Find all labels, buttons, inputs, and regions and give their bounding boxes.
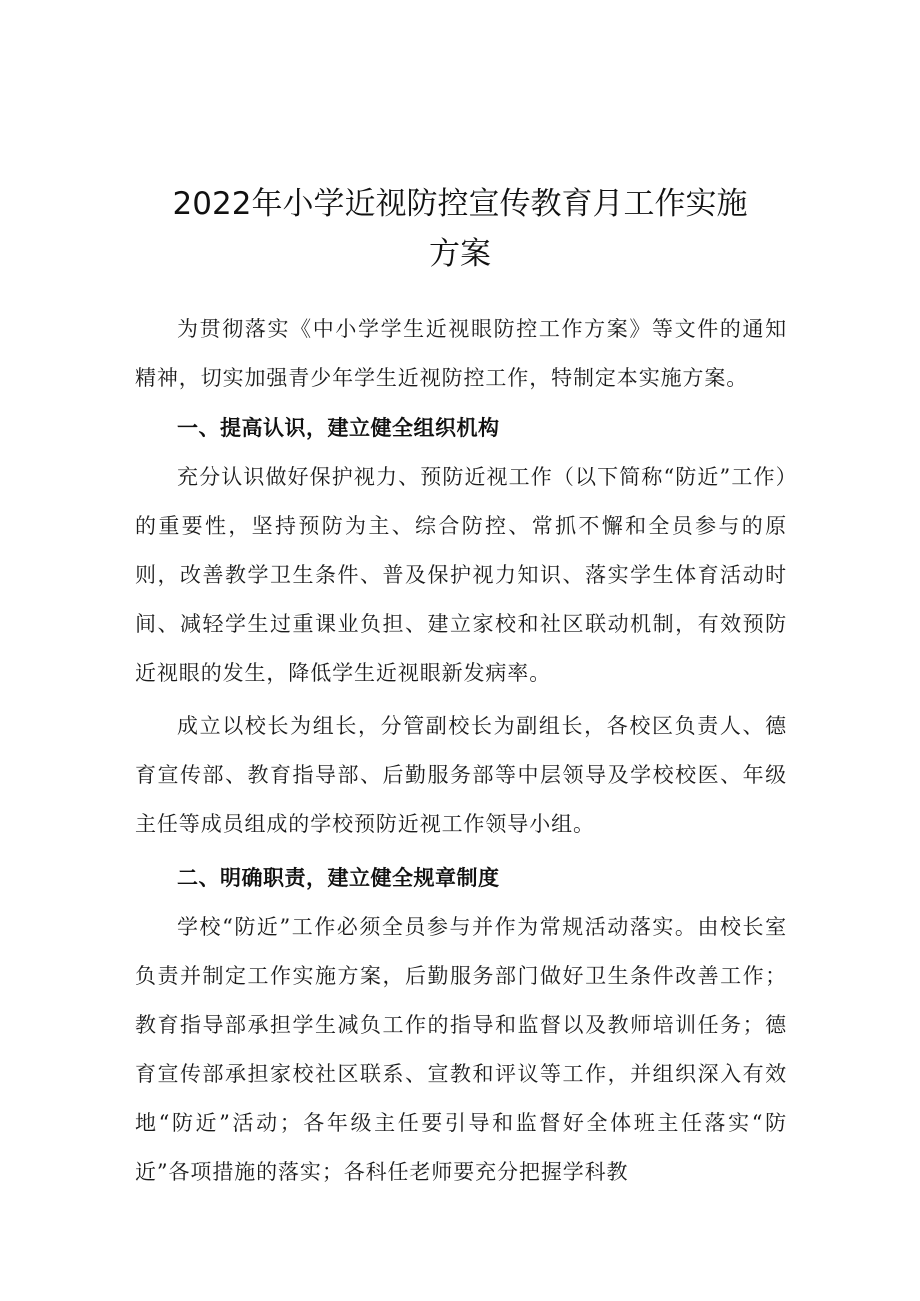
document-body xyxy=(135,305,787,1197)
section-2-heading: 二、明确职责，建立健全规章制度 xyxy=(177,866,500,890)
section-1-paragraph-1: 充分认识做好保护视力、预防近视工作（以下简称“防近”工作）的重要性，坚持预防为主、综合防控、常抓不懈和全员参与的原则，改善教学卫生条件、普及保护视力知识、落实学生体育活动时间、减轻学生过重课业负担、建立家校和社区联动机制，有效预防近视眼的发生，降低学生近视眼新发病率。 xyxy=(135,465,787,685)
document-title-line-1: 2022年小学近视防控宣传教育月工作实施 xyxy=(172,185,748,222)
document-title xyxy=(120,179,800,279)
section-2-paragraph-1: 学校“防近”工作必须全员参与并作为常规活动落实。由校长室负责并制定工作实施方案，后勤服务部门做好卫生条件改善工作；教育指导部承担学生减负工作的指导和监督以及教师培训任务；德育宣传部承担家校社区联系、宣教和评议等工作，并组织深入有效地“防近”活动；各年级主任要引导和监督好全体班主任落实“防近”各项措施的落实；各科任老师要充分把握学科教 xyxy=(135,915,787,1184)
section-1-heading: 一、提高认识，建立健全组织机构 xyxy=(177,416,500,440)
document-title-line-2: 方案 xyxy=(429,235,491,272)
intro-paragraph: 为贯彻落实《中小学学生近视眼防控工作方案》等文件的通知精神，切实加强青少年学生近视防控工作，特制定本实施方案。 xyxy=(135,317,787,390)
section-1-paragraph-2: 成立以校长为组长，分管副校长为副组长，各校区负责人、德育宣传部、教育指导部、后勤服务部等中层领导及学校校医、年级主任等成员组成的学校预防近视工作领导小组。 xyxy=(135,714,787,836)
